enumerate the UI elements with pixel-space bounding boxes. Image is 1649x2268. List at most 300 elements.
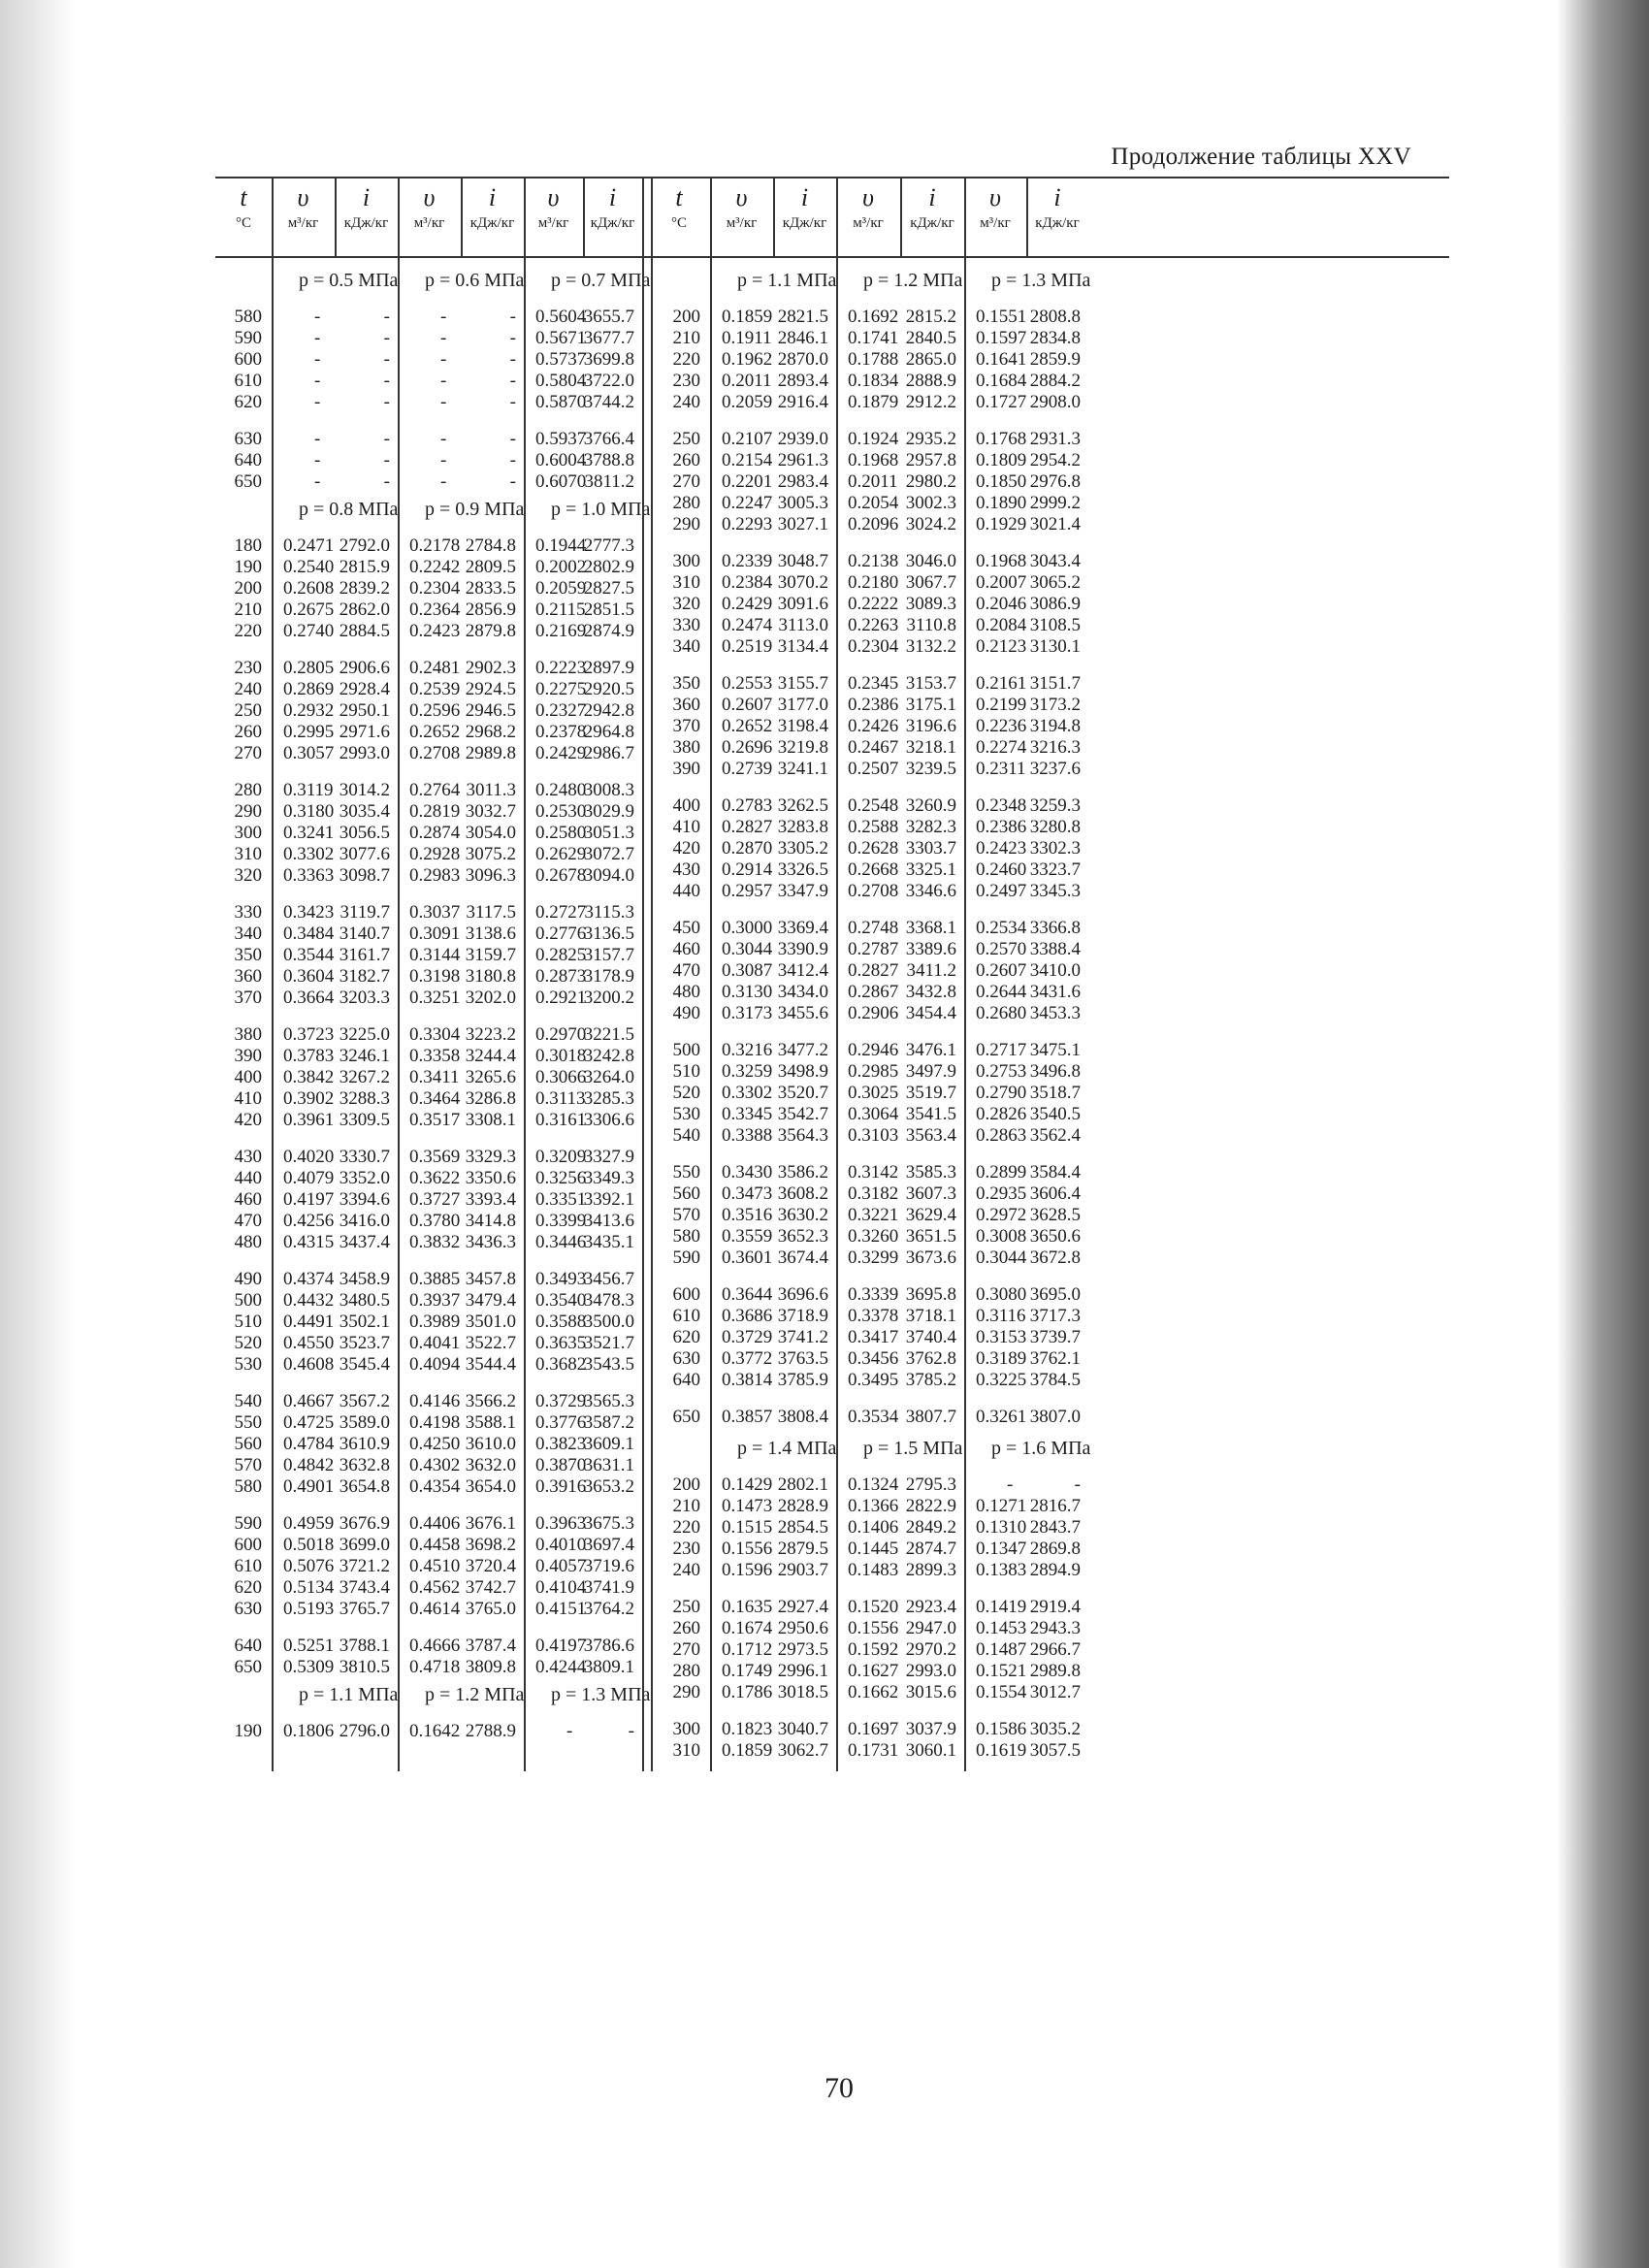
enthalpy-cell: 3223.2 (465, 1024, 516, 1045)
specific-volume-cell: 0.4718 (409, 1657, 461, 1677)
specific-volume-cell: 0.4151 (535, 1599, 587, 1619)
enthalpy-cell: 2928.4 (339, 679, 390, 699)
temperature-cell: 560 (672, 1183, 700, 1204)
temperature-cell: 280 (672, 493, 700, 513)
specific-volume-cell: 0.2628 (848, 838, 899, 859)
right-bottom-row (215, 1661, 1449, 1682)
specific-volume-cell: 0.3209 (535, 1147, 587, 1167)
enthalpy-cell: 3785.2 (905, 1370, 956, 1390)
temperature-cell: 270 (234, 743, 262, 763)
temperature-cell: 420 (234, 1110, 262, 1130)
specific-volume-cell: 0.3430 (722, 1162, 773, 1183)
specific-volume-cell: 0.2899 (976, 1162, 1027, 1183)
temperature-cell: 400 (672, 795, 700, 816)
enthalpy-cell: 2859.9 (1029, 349, 1081, 370)
specific-volume-cell: - (566, 1721, 573, 1741)
enthalpy-cell: 3062.7 (777, 1740, 828, 1761)
temperature-cell: 600 (234, 349, 262, 370)
specific-volume-cell: 0.6004 (535, 450, 587, 470)
enthalpy-cell: 2870.0 (777, 349, 828, 370)
enthalpy-cell: 3008.3 (583, 780, 634, 800)
specific-volume-cell: 0.2972 (976, 1205, 1027, 1225)
temperature-cell: 330 (234, 902, 262, 923)
right-top-row (215, 514, 1449, 535)
specific-volume-cell: 0.4432 (283, 1290, 335, 1311)
right-top-row (215, 759, 1449, 780)
enthalpy-cell: 2980.2 (905, 471, 956, 492)
enthalpy-cell: 3098.7 (339, 865, 390, 886)
right-top-row (215, 1183, 1449, 1205)
specific-volume-cell: 0.3130 (722, 982, 773, 1002)
enthalpy-cell: 3632.0 (465, 1455, 516, 1475)
temperature-cell: 520 (672, 1083, 700, 1103)
temperature-cell: 470 (672, 960, 700, 981)
enthalpy-cell: 3677.7 (583, 328, 634, 348)
right-bottom-row (215, 1618, 1449, 1639)
specific-volume-cell: 0.2946 (848, 1040, 899, 1060)
specific-volume-cell: 0.2607 (976, 960, 1027, 981)
enthalpy-cell: 3523.7 (339, 1333, 390, 1353)
specific-volume-cell: 0.1445 (848, 1539, 899, 1559)
specific-volume-cell: 0.2928 (409, 844, 461, 864)
specific-volume-cell: 0.3495 (848, 1370, 899, 1390)
enthalpy-cell: 3699.0 (339, 1535, 390, 1555)
enthalpy-cell: 2840.5 (905, 328, 956, 348)
specific-volume-cell: 0.2668 (848, 859, 899, 880)
enthalpy-cell: 2970.2 (905, 1639, 956, 1660)
specific-volume-cell: 0.2304 (848, 636, 899, 657)
temperature-cell: 650 (234, 471, 262, 492)
right-top-row (215, 960, 1449, 982)
enthalpy-cell: 3330.7 (339, 1147, 390, 1167)
specific-volume-cell: 0.3729 (722, 1327, 773, 1347)
enthalpy-cell: 3091.6 (777, 594, 828, 614)
specific-volume-cell: 0.2921 (535, 988, 587, 1008)
specific-volume-cell: 0.4057 (535, 1556, 587, 1576)
enthalpy-cell: 3741.2 (777, 1327, 828, 1347)
enthalpy-cell: 2897.9 (583, 658, 634, 678)
enthalpy-cell: 3809.8 (465, 1657, 516, 1677)
specific-volume-cell: 0.3251 (409, 988, 461, 1008)
enthalpy-cell: 3368.1 (905, 918, 956, 938)
enthalpy-cell: 3608.2 (777, 1183, 828, 1204)
right-top-row (215, 939, 1449, 960)
enthalpy-cell: 3282.3 (905, 817, 956, 837)
enthalpy-cell: 3742.7 (465, 1577, 516, 1598)
specific-volume-cell: 0.3180 (283, 801, 335, 822)
temperature-cell: 200 (672, 1474, 700, 1495)
specific-volume-cell: 0.2608 (283, 578, 335, 599)
enthalpy-cell: 2996.1 (777, 1661, 828, 1681)
enthalpy-cell: 3545.4 (339, 1354, 390, 1375)
enthalpy-cell: 3002.3 (905, 493, 956, 513)
enthalpy-cell: 3389.6 (905, 939, 956, 959)
right-top-row (215, 982, 1449, 1003)
enthalpy-cell: 3631.1 (583, 1455, 634, 1475)
right-header-volume-3 (964, 184, 1026, 254)
enthalpy-cell: 3221.5 (583, 1024, 634, 1045)
enthalpy-cell: 2888.9 (905, 371, 956, 391)
temperature-cell: 440 (672, 881, 700, 901)
enthalpy-cell: 3520.7 (777, 1083, 828, 1103)
specific-volume-cell: 0.3302 (283, 844, 335, 864)
left-header-volume-2 (398, 184, 461, 254)
specific-volume-cell: 0.2154 (722, 450, 773, 470)
enthalpy-cell: 3394.6 (339, 1189, 390, 1210)
right-top-row (215, 859, 1449, 881)
enthalpy-cell: 3674.4 (777, 1247, 828, 1268)
specific-volume-cell: 0.2293 (722, 514, 773, 535)
enthalpy-cell: 3629.4 (905, 1205, 956, 1225)
specific-volume-cell: 0.3345 (722, 1104, 773, 1124)
temperature-cell: 610 (234, 371, 262, 391)
specific-volume-cell: - (314, 307, 321, 327)
enthalpy-cell: 3388.4 (1029, 939, 1081, 959)
specific-volume-cell: 0.1642 (409, 1721, 461, 1741)
enthalpy-cell: 3744.2 (583, 392, 634, 412)
specific-volume-cell: 0.3153 (976, 1327, 1027, 1347)
enthalpy-cell: 2815.2 (905, 307, 956, 327)
enthalpy-cell: 3161.7 (339, 945, 390, 965)
enthalpy-cell: 3416.0 (339, 1211, 390, 1231)
enthalpy-cell: 3720.4 (465, 1556, 516, 1576)
temperature-cell: 520 (234, 1333, 262, 1353)
temperature-cell: 210 (234, 599, 262, 620)
enthalpy-cell: - (1074, 1474, 1081, 1495)
specific-volume-cell: 0.2519 (722, 636, 773, 657)
enthalpy-cell: 3564.3 (777, 1125, 828, 1146)
enthalpy-cell: 3202.0 (465, 988, 516, 1008)
right-header-enthalpy-1 (773, 184, 836, 254)
specific-volume-cell: 0.1596 (722, 1560, 773, 1580)
enthalpy-cell: 3739.7 (1029, 1327, 1081, 1347)
steam-properties-table (215, 177, 1449, 1991)
enthalpy-cell: 3478.3 (583, 1290, 634, 1311)
enthalpy-cell: 3096.3 (465, 865, 516, 886)
enthalpy-cell: 2989.8 (1029, 1661, 1081, 1681)
enthalpy-cell: 3519.7 (905, 1083, 956, 1103)
specific-volume-cell: 0.2426 (848, 716, 899, 736)
enthalpy-cell: 3265.6 (465, 1067, 516, 1087)
specific-volume-cell: 0.2423 (409, 621, 461, 641)
left-header-enthalpy-2 (461, 184, 524, 254)
specific-volume-cell: 0.4197 (283, 1189, 335, 1210)
enthalpy-cell: 3032.7 (465, 801, 516, 822)
specific-volume-cell: 0.1453 (976, 1618, 1027, 1638)
specific-volume-cell: 0.3604 (283, 966, 335, 987)
specific-volume-cell: 0.2629 (535, 844, 587, 864)
temperature-cell: 510 (234, 1312, 262, 1332)
enthalpy-cell: 3765.0 (465, 1599, 516, 1619)
temperature-cell: 630 (234, 1599, 262, 1619)
specific-volume-cell: 0.1768 (976, 429, 1027, 449)
enthalpy-cell: 2946.5 (465, 700, 516, 721)
temperature-cell: 400 (234, 1067, 262, 1087)
enthalpy-cell: 3203.3 (339, 988, 390, 1008)
temperature-cell: 430 (234, 1147, 262, 1167)
left-header-enthalpy-2-unit: кДж/кг (469, 214, 515, 231)
enthalpy-cell: 3054.0 (465, 823, 516, 843)
specific-volume-cell: 0.2970 (535, 1024, 587, 1045)
enthalpy-cell: 3762.8 (905, 1348, 956, 1369)
right-header-volume-2-unit: м³/кг (853, 214, 884, 231)
specific-volume-cell: 0.3423 (283, 902, 335, 923)
specific-volume-cell: 0.1556 (848, 1618, 899, 1638)
specific-volume-cell: 0.3304 (409, 1024, 461, 1045)
enthalpy-cell: 3414.8 (465, 1211, 516, 1231)
enthalpy-cell: 3329.3 (465, 1147, 516, 1167)
enthalpy-cell: 3518.7 (1029, 1083, 1081, 1103)
enthalpy-cell: 3655.7 (583, 307, 634, 327)
specific-volume-cell: 0.1697 (848, 1719, 899, 1739)
enthalpy-cell: 3456.7 (583, 1269, 634, 1289)
specific-volume-cell: 0.3814 (722, 1370, 773, 1390)
right-top-row (215, 838, 1449, 859)
specific-volume-cell: 0.2460 (976, 859, 1027, 880)
enthalpy-cell: 3540.5 (1029, 1104, 1081, 1124)
enthalpy-cell: 3173.2 (1029, 695, 1081, 715)
specific-volume-cell: 0.1271 (976, 1496, 1027, 1516)
specific-volume-cell: 0.2764 (409, 780, 461, 800)
enthalpy-cell: 2976.8 (1029, 471, 1081, 492)
right-top-row (215, 551, 1449, 572)
enthalpy-cell: 2802.9 (583, 557, 634, 577)
temperature-cell: 620 (672, 1327, 700, 1347)
right-top-row (215, 1125, 1449, 1147)
temperature-cell: 210 (672, 1496, 700, 1516)
specific-volume-cell: 0.2675 (283, 599, 335, 620)
specific-volume-cell: 0.1592 (848, 1639, 899, 1660)
specific-volume-cell: 0.3780 (409, 1211, 461, 1231)
enthalpy-cell: 2943.3 (1029, 1618, 1081, 1638)
specific-volume-cell: 0.1473 (722, 1496, 773, 1516)
specific-volume-cell: 0.2540 (283, 557, 335, 577)
enthalpy-cell: 3808.4 (777, 1407, 828, 1427)
enthalpy-cell: 2792.0 (339, 535, 390, 556)
specific-volume-cell: 0.3916 (535, 1476, 587, 1497)
specific-volume-cell: 0.3116 (976, 1306, 1026, 1326)
enthalpy-cell: 3497.9 (905, 1061, 956, 1082)
specific-volume-cell: 0.3225 (976, 1370, 1027, 1390)
temperature-cell: 230 (672, 371, 700, 391)
specific-volume-cell: 0.2107 (722, 429, 773, 449)
enthalpy-cell: 3218.1 (905, 737, 956, 758)
left-header-inner-rule-1 (335, 177, 337, 256)
specific-volume-cell: 0.2386 (976, 817, 1027, 837)
specific-volume-cell: 0.2429 (535, 743, 587, 763)
specific-volume-cell: 0.3080 (976, 1284, 1027, 1305)
enthalpy-cell: 3352.0 (339, 1168, 390, 1188)
enthalpy-cell: 2788.9 (465, 1721, 516, 1741)
specific-volume-cell: 0.3517 (409, 1110, 461, 1130)
enthalpy-cell: 2993.0 (339, 743, 390, 763)
specific-volume-cell: 0.2222 (848, 594, 899, 614)
specific-volume-cell: 0.1692 (848, 307, 899, 327)
specific-volume-cell: 0.2384 (722, 572, 773, 593)
right-top-row (215, 817, 1449, 838)
right-bottom-row (215, 1474, 1449, 1496)
enthalpy-cell: 3346.6 (905, 881, 956, 901)
enthalpy-cell: - (509, 429, 516, 449)
temperature-cell: 490 (672, 1003, 700, 1023)
center-double-divider (642, 177, 653, 1771)
specific-volume-cell: 0.3216 (722, 1040, 773, 1060)
right-header-inner-rule-2 (900, 177, 902, 256)
enthalpy-cell: 3807.0 (1029, 1407, 1081, 1427)
specific-volume-cell: 0.2874 (409, 823, 461, 843)
specific-volume-cell: 0.5937 (535, 429, 587, 449)
enthalpy-cell: 3259.3 (1029, 795, 1081, 816)
temperature-cell: 200 (672, 307, 700, 327)
specific-volume-cell: 0.2867 (848, 982, 899, 1002)
right-header-temperature (648, 184, 710, 254)
enthalpy-cell: 2862.0 (339, 599, 390, 620)
specific-volume-cell: 0.2530 (535, 801, 587, 822)
specific-volume-cell: 0.4842 (283, 1455, 335, 1475)
enthalpy-cell: 3136.5 (583, 923, 634, 944)
enthalpy-cell: 3410.0 (1029, 960, 1081, 981)
enthalpy-cell: 3086.9 (1029, 594, 1081, 614)
enthalpy-cell: 3392.1 (583, 1189, 634, 1210)
enthalpy-cell: 3697.4 (583, 1535, 634, 1555)
enthalpy-cell: - (383, 349, 390, 370)
specific-volume-cell: 0.1968 (976, 551, 1027, 571)
enthalpy-cell: 2916.4 (777, 392, 828, 412)
right-divider-1 (836, 177, 838, 1771)
right-divider-2 (964, 177, 966, 1771)
right-top-pressure-label-2: p = 1.2 МПа (863, 270, 963, 291)
specific-volume-cell: 0.2644 (976, 982, 1027, 1002)
left-header-enthalpy-3-symbol: i (608, 183, 617, 211)
specific-volume-cell: 0.3686 (722, 1306, 773, 1326)
temperature-cell: 300 (234, 823, 262, 843)
enthalpy-cell: 3012.7 (1029, 1682, 1081, 1702)
temperature-cell: 340 (672, 636, 700, 657)
temperature-cell: 260 (672, 450, 700, 470)
enthalpy-cell: 2950.6 (777, 1618, 828, 1638)
right-top-row (215, 795, 1449, 817)
temperature-cell: 450 (672, 918, 700, 938)
specific-volume-cell: 0.3025 (848, 1083, 899, 1103)
specific-volume-cell: 0.4725 (283, 1412, 335, 1433)
temperature-cell: 590 (234, 328, 262, 348)
enthalpy-cell: 3157.7 (583, 945, 634, 965)
enthalpy-cell: 3309.5 (339, 1110, 390, 1130)
specific-volume-cell: 0.3516 (722, 1205, 773, 1225)
right-header-volume-1-unit: м³/кг (726, 214, 758, 231)
enthalpy-cell: 3393.4 (465, 1189, 516, 1210)
right-top-row (215, 673, 1449, 695)
temperature-cell: 610 (234, 1556, 262, 1576)
temperature-cell: 280 (672, 1661, 700, 1681)
enthalpy-cell: 3288.3 (339, 1088, 390, 1109)
left-header-enthalpy-1-symbol: i (362, 183, 371, 211)
specific-volume-cell: 0.3260 (848, 1226, 899, 1247)
temperature-cell: 380 (234, 1024, 262, 1045)
left-header-enthalpy-2-symbol: i (488, 183, 497, 211)
specific-volume-cell: 0.3729 (535, 1391, 587, 1411)
left-header-volume-1-symbol: υ (297, 183, 309, 211)
left-header-enthalpy-3 (583, 184, 642, 254)
enthalpy-cell: 3242.8 (583, 1046, 634, 1066)
right-top-row (215, 1040, 1449, 1061)
left-header-volume-3 (524, 184, 583, 254)
specific-volume-cell: 0.2819 (409, 801, 461, 822)
right-top-row (215, 1003, 1449, 1024)
enthalpy-cell: 3130.1 (1029, 636, 1081, 657)
enthalpy-cell: 2899.3 (905, 1560, 956, 1580)
specific-volume-cell: 0.4550 (283, 1333, 335, 1353)
enthalpy-cell: 2874.9 (583, 621, 634, 641)
specific-volume-cell: - (314, 349, 321, 370)
specific-volume-cell: 0.3484 (283, 923, 335, 944)
specific-volume-cell: 0.2059 (722, 392, 773, 412)
temperature-cell: 490 (234, 1269, 262, 1289)
temperature-cell: 350 (234, 945, 262, 965)
enthalpy-cell: - (383, 371, 390, 391)
specific-volume-cell: 0.2311 (976, 759, 1026, 779)
specific-volume-cell: - (314, 429, 321, 449)
temperature-cell: 640 (234, 450, 262, 470)
specific-volume-cell: 0.2680 (976, 1003, 1027, 1023)
specific-volume-cell: 0.1684 (976, 371, 1027, 391)
enthalpy-cell: 2874.7 (905, 1539, 956, 1559)
left-divider-1 (398, 177, 400, 1771)
enthalpy-cell: 2966.7 (1029, 1639, 1081, 1660)
specific-volume-cell: 0.4784 (283, 1434, 335, 1454)
temperature-cell: 330 (672, 615, 700, 635)
right-bottom-row (215, 1740, 1449, 1762)
specific-volume-cell: - (314, 371, 321, 391)
temperature-cell: 310 (672, 1740, 700, 1761)
page-left-edge-shadow (0, 0, 76, 2268)
temperature-cell: 650 (672, 1407, 700, 1427)
specific-volume-cell: 0.2869 (283, 679, 335, 699)
enthalpy-cell: 2999.2 (1029, 493, 1081, 513)
enthalpy-cell: 2906.6 (339, 658, 390, 678)
specific-volume-cell: 0.4959 (283, 1513, 335, 1534)
temperature-cell: 370 (672, 716, 700, 736)
specific-volume-cell: 0.4666 (409, 1636, 461, 1656)
right-header-volume-3-symbol: υ (989, 183, 1001, 211)
specific-volume-cell: 0.4614 (409, 1599, 461, 1619)
enthalpy-cell: 3035.4 (339, 801, 390, 822)
specific-volume-cell: 0.4491 (283, 1312, 335, 1332)
enthalpy-cell: 3695.8 (905, 1284, 956, 1305)
enthalpy-cell: 3544.4 (465, 1354, 516, 1375)
specific-volume-cell: 0.3087 (722, 960, 773, 981)
temperature-cell: 610 (672, 1306, 700, 1326)
specific-volume-cell: 0.2985 (848, 1061, 899, 1082)
enthalpy-cell: 3585.3 (905, 1162, 956, 1183)
specific-volume-cell: 0.1786 (722, 1682, 773, 1702)
enthalpy-cell: 3717.3 (1029, 1306, 1081, 1326)
enthalpy-cell: 2983.4 (777, 471, 828, 492)
specific-volume-cell: 0.1731 (848, 1740, 899, 1761)
enthalpy-cell: 2964.8 (583, 722, 634, 742)
specific-volume-cell: 0.2870 (722, 838, 773, 859)
right-header-inner-rule-3 (1026, 177, 1028, 256)
enthalpy-cell: 3132.2 (905, 636, 956, 657)
enthalpy-cell: 3676.9 (339, 1513, 390, 1534)
enthalpy-cell: 3453.3 (1029, 1003, 1081, 1023)
specific-volume-cell: 0.2386 (848, 695, 899, 715)
temperature-cell: 260 (672, 1618, 700, 1638)
temperature-cell: 190 (234, 1721, 262, 1741)
specific-volume-cell: 0.3091 (409, 923, 461, 944)
specific-volume-cell: - (440, 471, 447, 492)
temperature-cell: 270 (672, 1639, 700, 1660)
